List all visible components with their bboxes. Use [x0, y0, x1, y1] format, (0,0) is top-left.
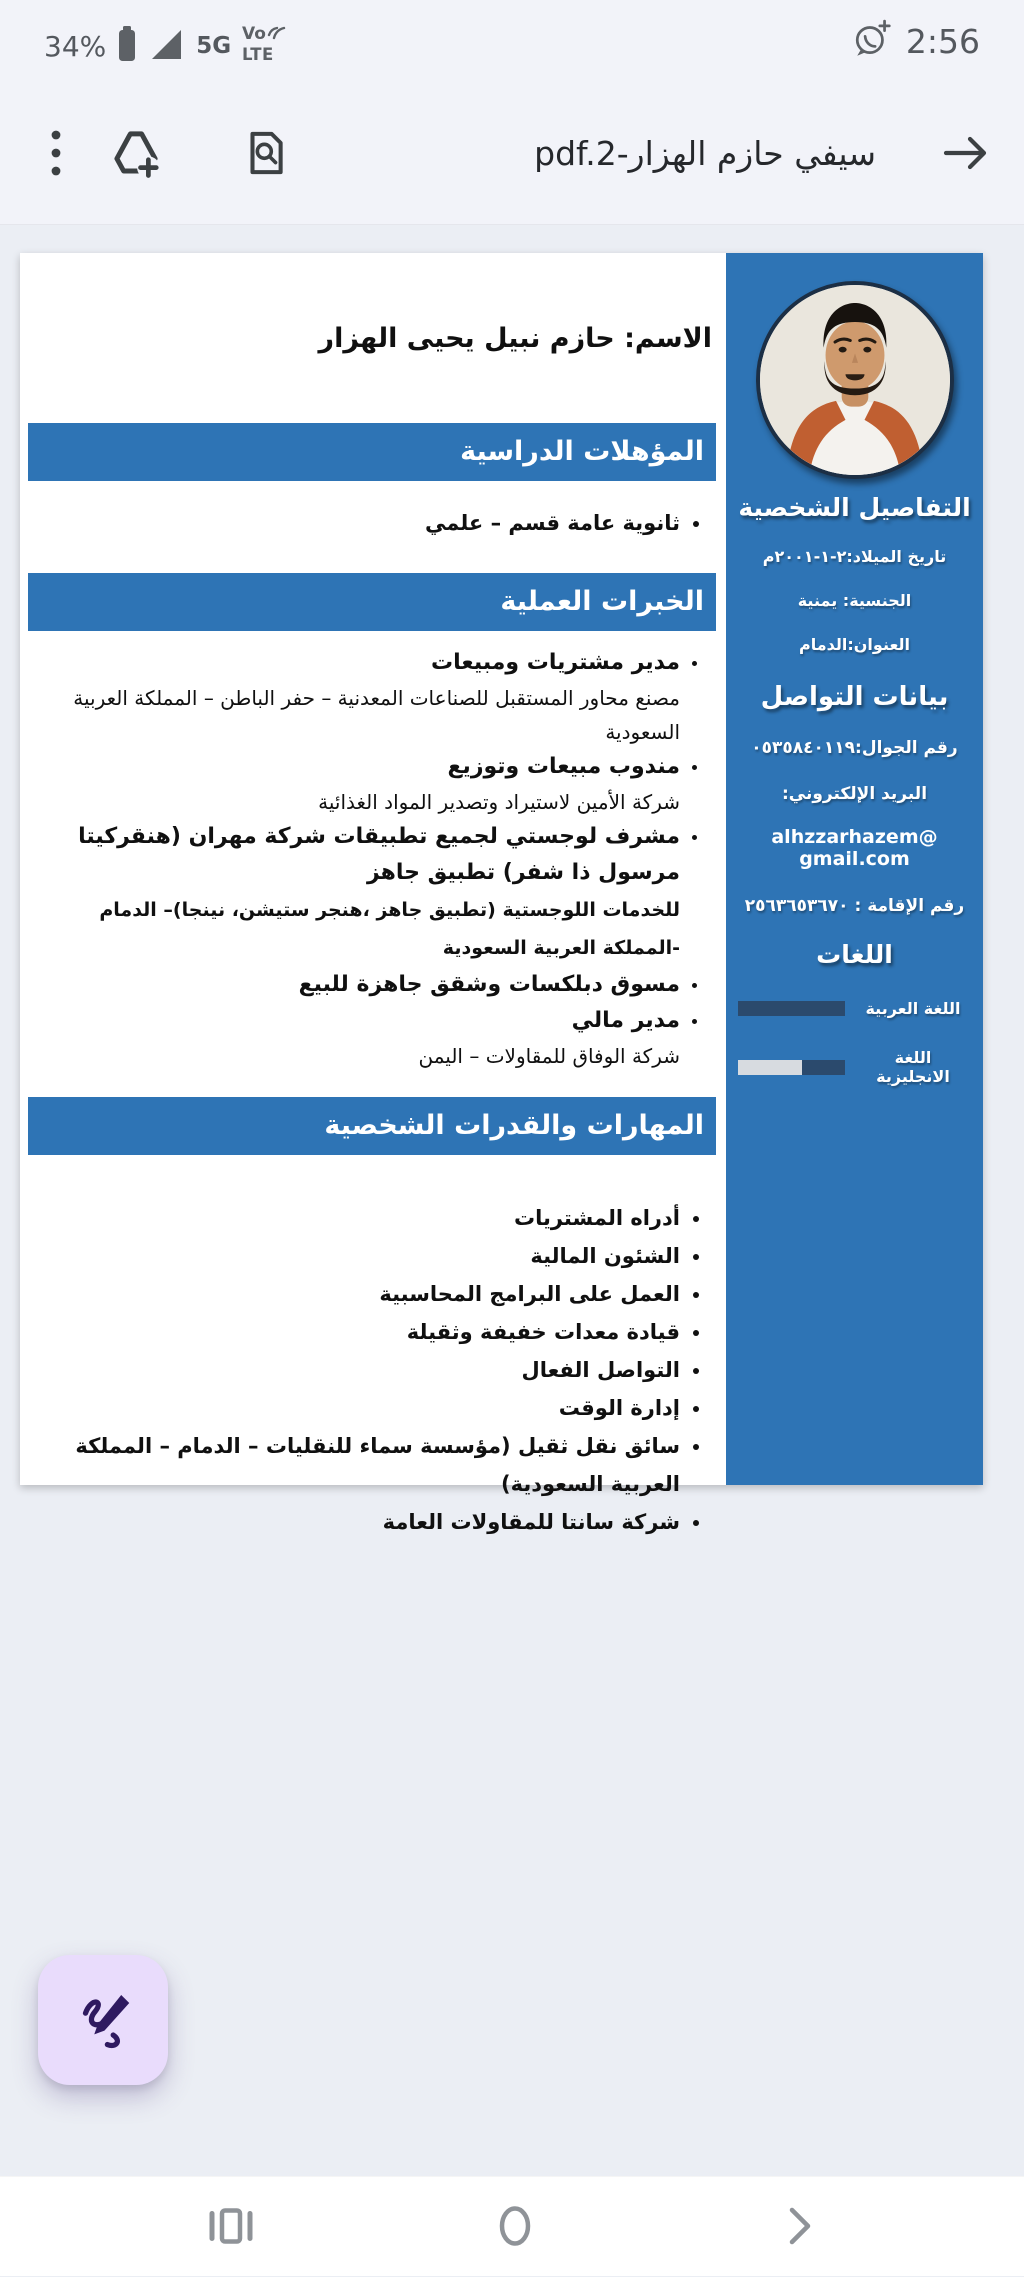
list-item — [20, 749, 680, 819]
back-nav-button[interactable] — [740, 2177, 860, 2277]
languages-title: اللغات — [816, 940, 893, 969]
resume-page — [20, 253, 983, 1534]
annotate-fab[interactable] — [38, 1955, 168, 2085]
find-in-document-button[interactable] — [238, 126, 294, 182]
education-list — [20, 503, 726, 543]
whatsapp-notification-icon — [852, 18, 894, 64]
clock-text: 2:56 — [905, 21, 980, 61]
top-app-bar — [0, 0, 1024, 225]
add-to-drive-button[interactable] — [108, 126, 164, 182]
experience-subtitle: شركة الوفاق للمقاولات – اليمن — [418, 1044, 680, 1068]
overflow-menu-button[interactable] — [28, 126, 84, 182]
nationality-text: الجنسية: يمنية — [797, 591, 912, 610]
contact-title: بيانات التواصل — [760, 682, 949, 712]
home-button[interactable] — [455, 2177, 575, 2277]
document-title: سيفي حازم الهزار-pdf.2 — [534, 134, 876, 173]
status-bar-left — [44, 22, 293, 70]
experience-title: • مدير مشتريات ومبيعات — [431, 650, 680, 675]
experience-subtitle: شركة الأمين لاستيراد وتصدير المواد الغذائية — [318, 790, 680, 814]
experience-title: • مندوب مبيعات وتوزيع — [447, 754, 680, 779]
resume-name-line: الاسم: حازم نبيل يحيى الهزار — [318, 323, 712, 354]
recents-button[interactable] — [171, 2177, 291, 2277]
list-item: • أدراه المشتريات — [20, 1199, 680, 1237]
birthdate-text: تاريخ الميلاد:٢-١-٢٠٠١م — [762, 547, 947, 566]
language-label: اللغة العربية — [865, 999, 961, 1018]
address-text: العنوان:الدمام — [799, 635, 910, 654]
language-label: اللغة الانجليزية — [876, 1048, 950, 1086]
language-level-bar — [738, 1001, 845, 1016]
experience-title: • مسوق دبلكسات وشقق جاهزة للبيع — [298, 972, 680, 997]
recents-icon — [208, 2208, 254, 2247]
resume-sidebar — [726, 253, 983, 1485]
add-to-drive-icon — [109, 126, 163, 183]
portrait-illustration — [760, 285, 950, 475]
list-item: • سائق نقل ثقيل (مؤسسة سماء للنقليات – الدمام – المملكة العربية السعودية) — [20, 1427, 680, 1503]
battery-icon — [116, 25, 138, 67]
list-item — [20, 967, 680, 1003]
language-level-bar — [738, 1060, 845, 1075]
list-item — [20, 1003, 680, 1073]
volte-icon — [241, 22, 293, 70]
list-item: • الشئون المالية — [20, 1237, 680, 1275]
list-item: • إدارة الوقت — [20, 1389, 680, 1427]
back-arrow-icon — [938, 131, 994, 178]
experience-title: • مدير مالي — [571, 1008, 680, 1033]
language-row-english — [738, 1048, 969, 1086]
status-bar-right — [852, 18, 980, 64]
section-header-education: المؤهلات الدراسية — [28, 423, 716, 481]
list-item — [20, 645, 680, 749]
section-header-experience: الخبرات العملية — [28, 573, 716, 631]
back-button[interactable] — [934, 126, 998, 182]
battery-percent-text: 34% — [44, 29, 107, 63]
svg-text:LTE: LTE — [242, 45, 274, 64]
language-row-arabic — [738, 999, 969, 1018]
email-value: alhzzarhazem@ gmail.com — [771, 826, 938, 870]
experience-subtitle: مصنع محاور المستقبل للصناعات المعدنية – حفر الباطن – المملكة العربية السعودية — [73, 686, 680, 744]
list-item: • قيادة معدات خفيفة وثقيلة — [20, 1313, 680, 1351]
personal-details-title: التفاصيل الشخصية — [738, 493, 971, 522]
list-item: • العمل على البرامج المحاسبية — [20, 1275, 680, 1313]
profile-photo — [756, 281, 954, 479]
forward-chevron-icon — [787, 2206, 813, 2249]
system-navigation-bar — [0, 2176, 1024, 2276]
experience-subtitle: للخدمات اللوجستية (تطبيق جاهز ،هنجر ستيشن، نينجا)– الدمام -المملكة العربية السعودية — [99, 899, 680, 959]
three-dot-menu-icon — [49, 128, 63, 181]
list-item — [20, 819, 680, 967]
skills-list — [20, 1199, 726, 1541]
experience-list — [20, 645, 726, 1073]
home-icon — [498, 2205, 532, 2250]
resume-main-column — [20, 253, 726, 1534]
annotate-pen-icon — [68, 1984, 138, 2057]
phone-text: رقم الجوال:٠٥٣٥٨٤٠١١٩ — [751, 738, 958, 758]
experience-title: • مشرف لوجستي لجميع تطبيقات شركة مهران (هنقركيتا مرسول ذا شفر) تطبيق جاهز — [78, 824, 680, 885]
section-header-skills: المهارات والقدرات الشخصية — [28, 1097, 716, 1155]
signal-icon — [148, 26, 184, 66]
list-item: • التواصل الفعال — [20, 1351, 680, 1389]
list-item: • شركة سانتا للمقاولات العامة — [20, 1503, 680, 1541]
svg-text:Vo: Vo — [242, 24, 267, 44]
email-label: البريد الإلكتروني: — [781, 784, 928, 804]
find-in-document-icon — [241, 126, 291, 183]
network-type-text: 5G — [196, 33, 232, 59]
list-item: • ثانوية عامة قسم – علمي — [20, 503, 680, 543]
residence-number-text: رقم الإقامة : ٢٥٦٣٦٥٣٦٧٠ — [744, 896, 965, 916]
